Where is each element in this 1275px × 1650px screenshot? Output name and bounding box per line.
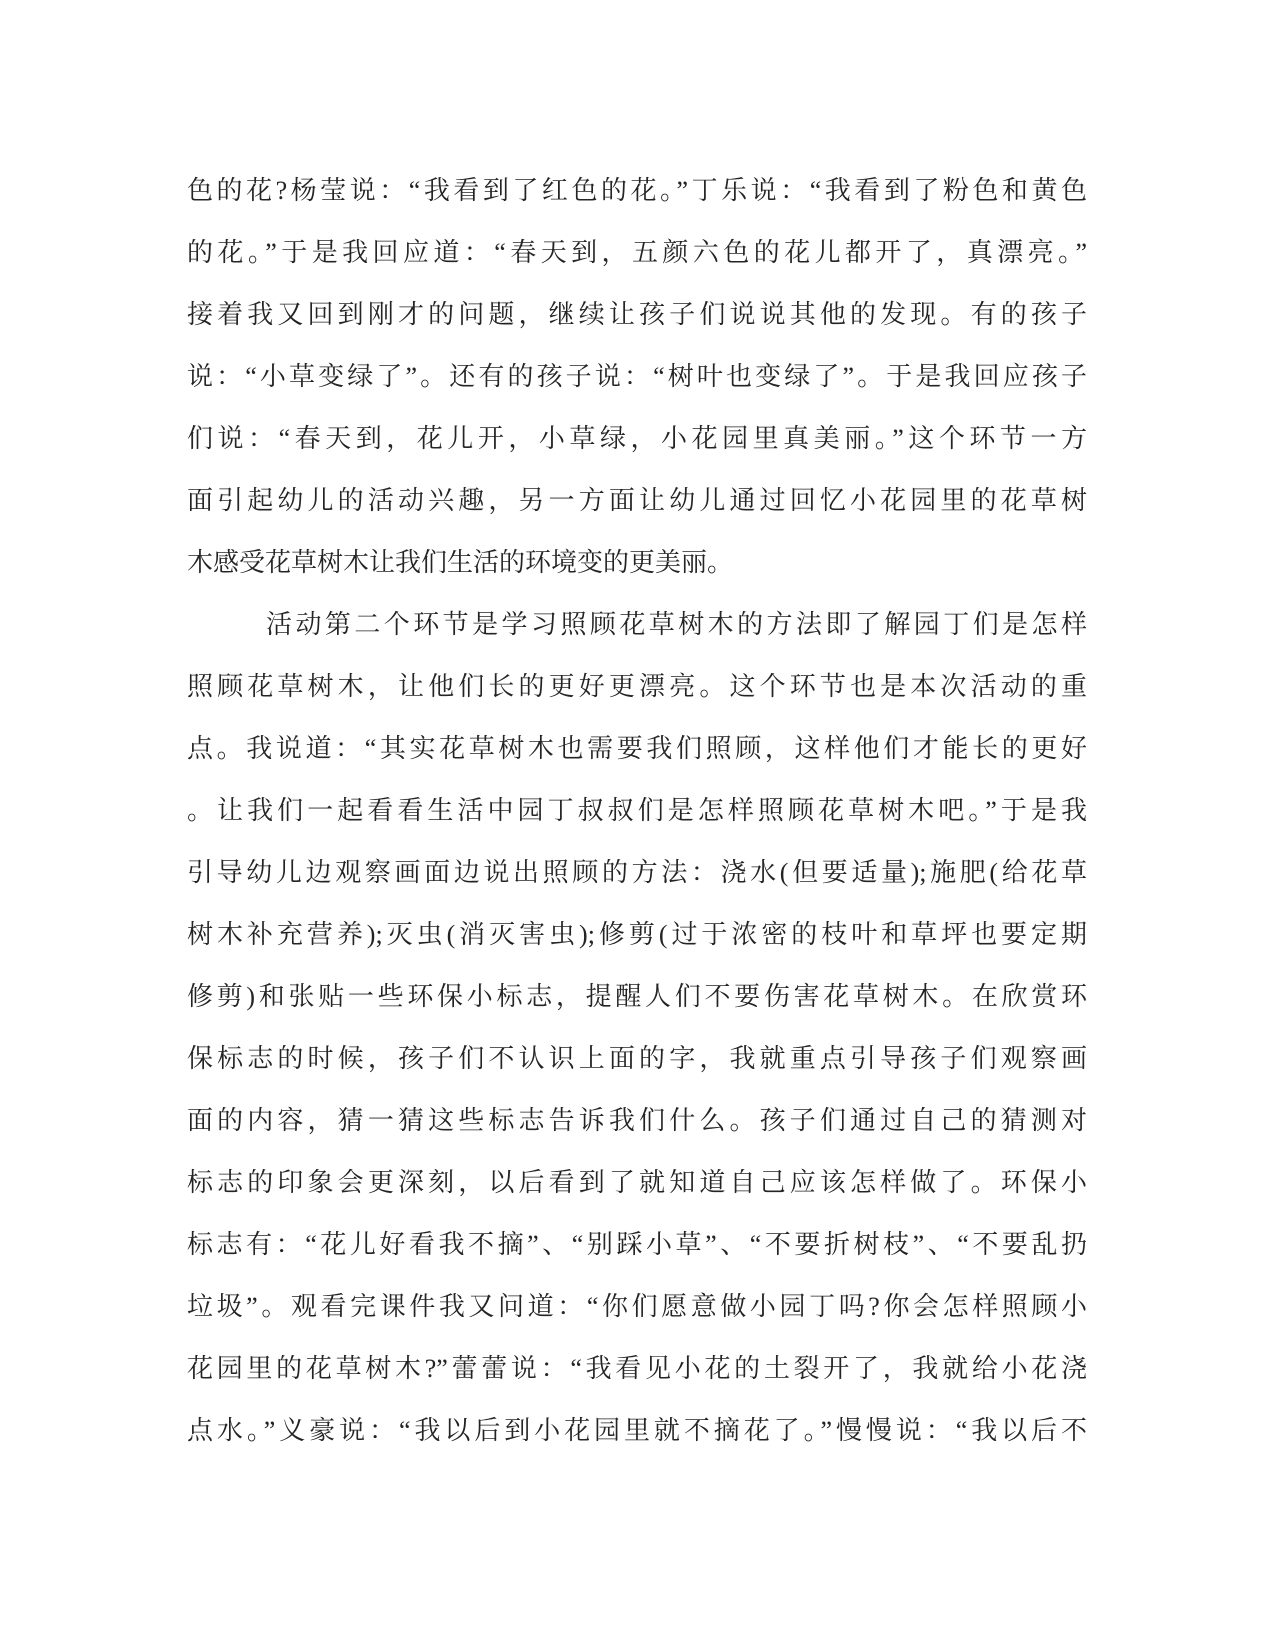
text-block xyxy=(187,160,1087,1462)
text-line: 修剪)和张贴一些环保小标志，提醒人们不要伤害花草树木。在欣赏环 xyxy=(187,982,1087,1011)
text-line: 照顾花草树木，让他们长的更好更漂亮。这个环节也是本次活动的重 xyxy=(187,672,1087,701)
text-line: 花园里的花草树木?”蕾蕾说：“我看见小花的土裂开了，我就给小花浇 xyxy=(187,1354,1087,1383)
text-line: 面引起幼儿的活动兴趣，另一方面让幼儿通过回忆小花园里的花草树 xyxy=(187,486,1087,515)
text-line: 标志有：“花儿好看我不摘”、“别踩小草”、“不要折树枝”、“不要乱扔 xyxy=(187,1230,1087,1259)
text-line: 木感受花草树木让我们生活的环境变的更美丽。 xyxy=(187,548,734,577)
text-line: 活动第二个环节是学习照顾花草树木的方法即了解园丁们是怎样 xyxy=(266,610,1087,639)
text-line: 垃圾”。观看完课件我又问道：“你们愿意做小园丁吗?你会怎样照顾小 xyxy=(187,1292,1087,1321)
text-line: 说：“小草变绿了”。还有的孩子说：“树叶也变绿了”。于是我回应孩子 xyxy=(187,362,1087,391)
text-line: 。让我们一起看看生活中园丁叔叔们是怎样照顾花草树木吧。”于是我 xyxy=(187,796,1087,825)
text-line: 接着我又回到刚才的问题，继续让孩子们说说其他的发现。有的孩子 xyxy=(187,300,1087,329)
text-line: 点。我说道：“其实花草树木也需要我们照顾，这样他们才能长的更好 xyxy=(187,734,1087,763)
text-line: 引导幼儿边观察画面边说出照顾的方法：浇水(但要适量);施肥(给花草 xyxy=(187,858,1087,887)
text-line: 面的内容，猜一猜这些标志告诉我们什么。孩子们通过自己的猜测对 xyxy=(187,1106,1087,1135)
text-line: 保标志的时候，孩子们不认识上面的字，我就重点引导孩子们观察画 xyxy=(187,1044,1087,1073)
text-line: 色的花?杨莹说：“我看到了红色的花。”丁乐说：“我看到了粉色和黄色 xyxy=(187,176,1087,205)
text-line: 的花。”于是我回应道：“春天到，五颜六色的花儿都开了，真漂亮。” xyxy=(187,238,1087,267)
text-line: 点水。”义豪说：“我以后到小花园里就不摘花了。”慢慢说：“我以后不 xyxy=(187,1416,1087,1445)
text-line: 树木补充营养);灭虫(消灭害虫);修剪(过于浓密的枝叶和草坪也要定期 xyxy=(187,920,1087,949)
text-line: 们说：“春天到，花儿开，小草绿，小花园里真美丽。”这个环节一方 xyxy=(187,424,1087,453)
text-line: 标志的印象会更深刻，以后看到了就知道自己应该怎样做了。环保小 xyxy=(187,1168,1087,1197)
